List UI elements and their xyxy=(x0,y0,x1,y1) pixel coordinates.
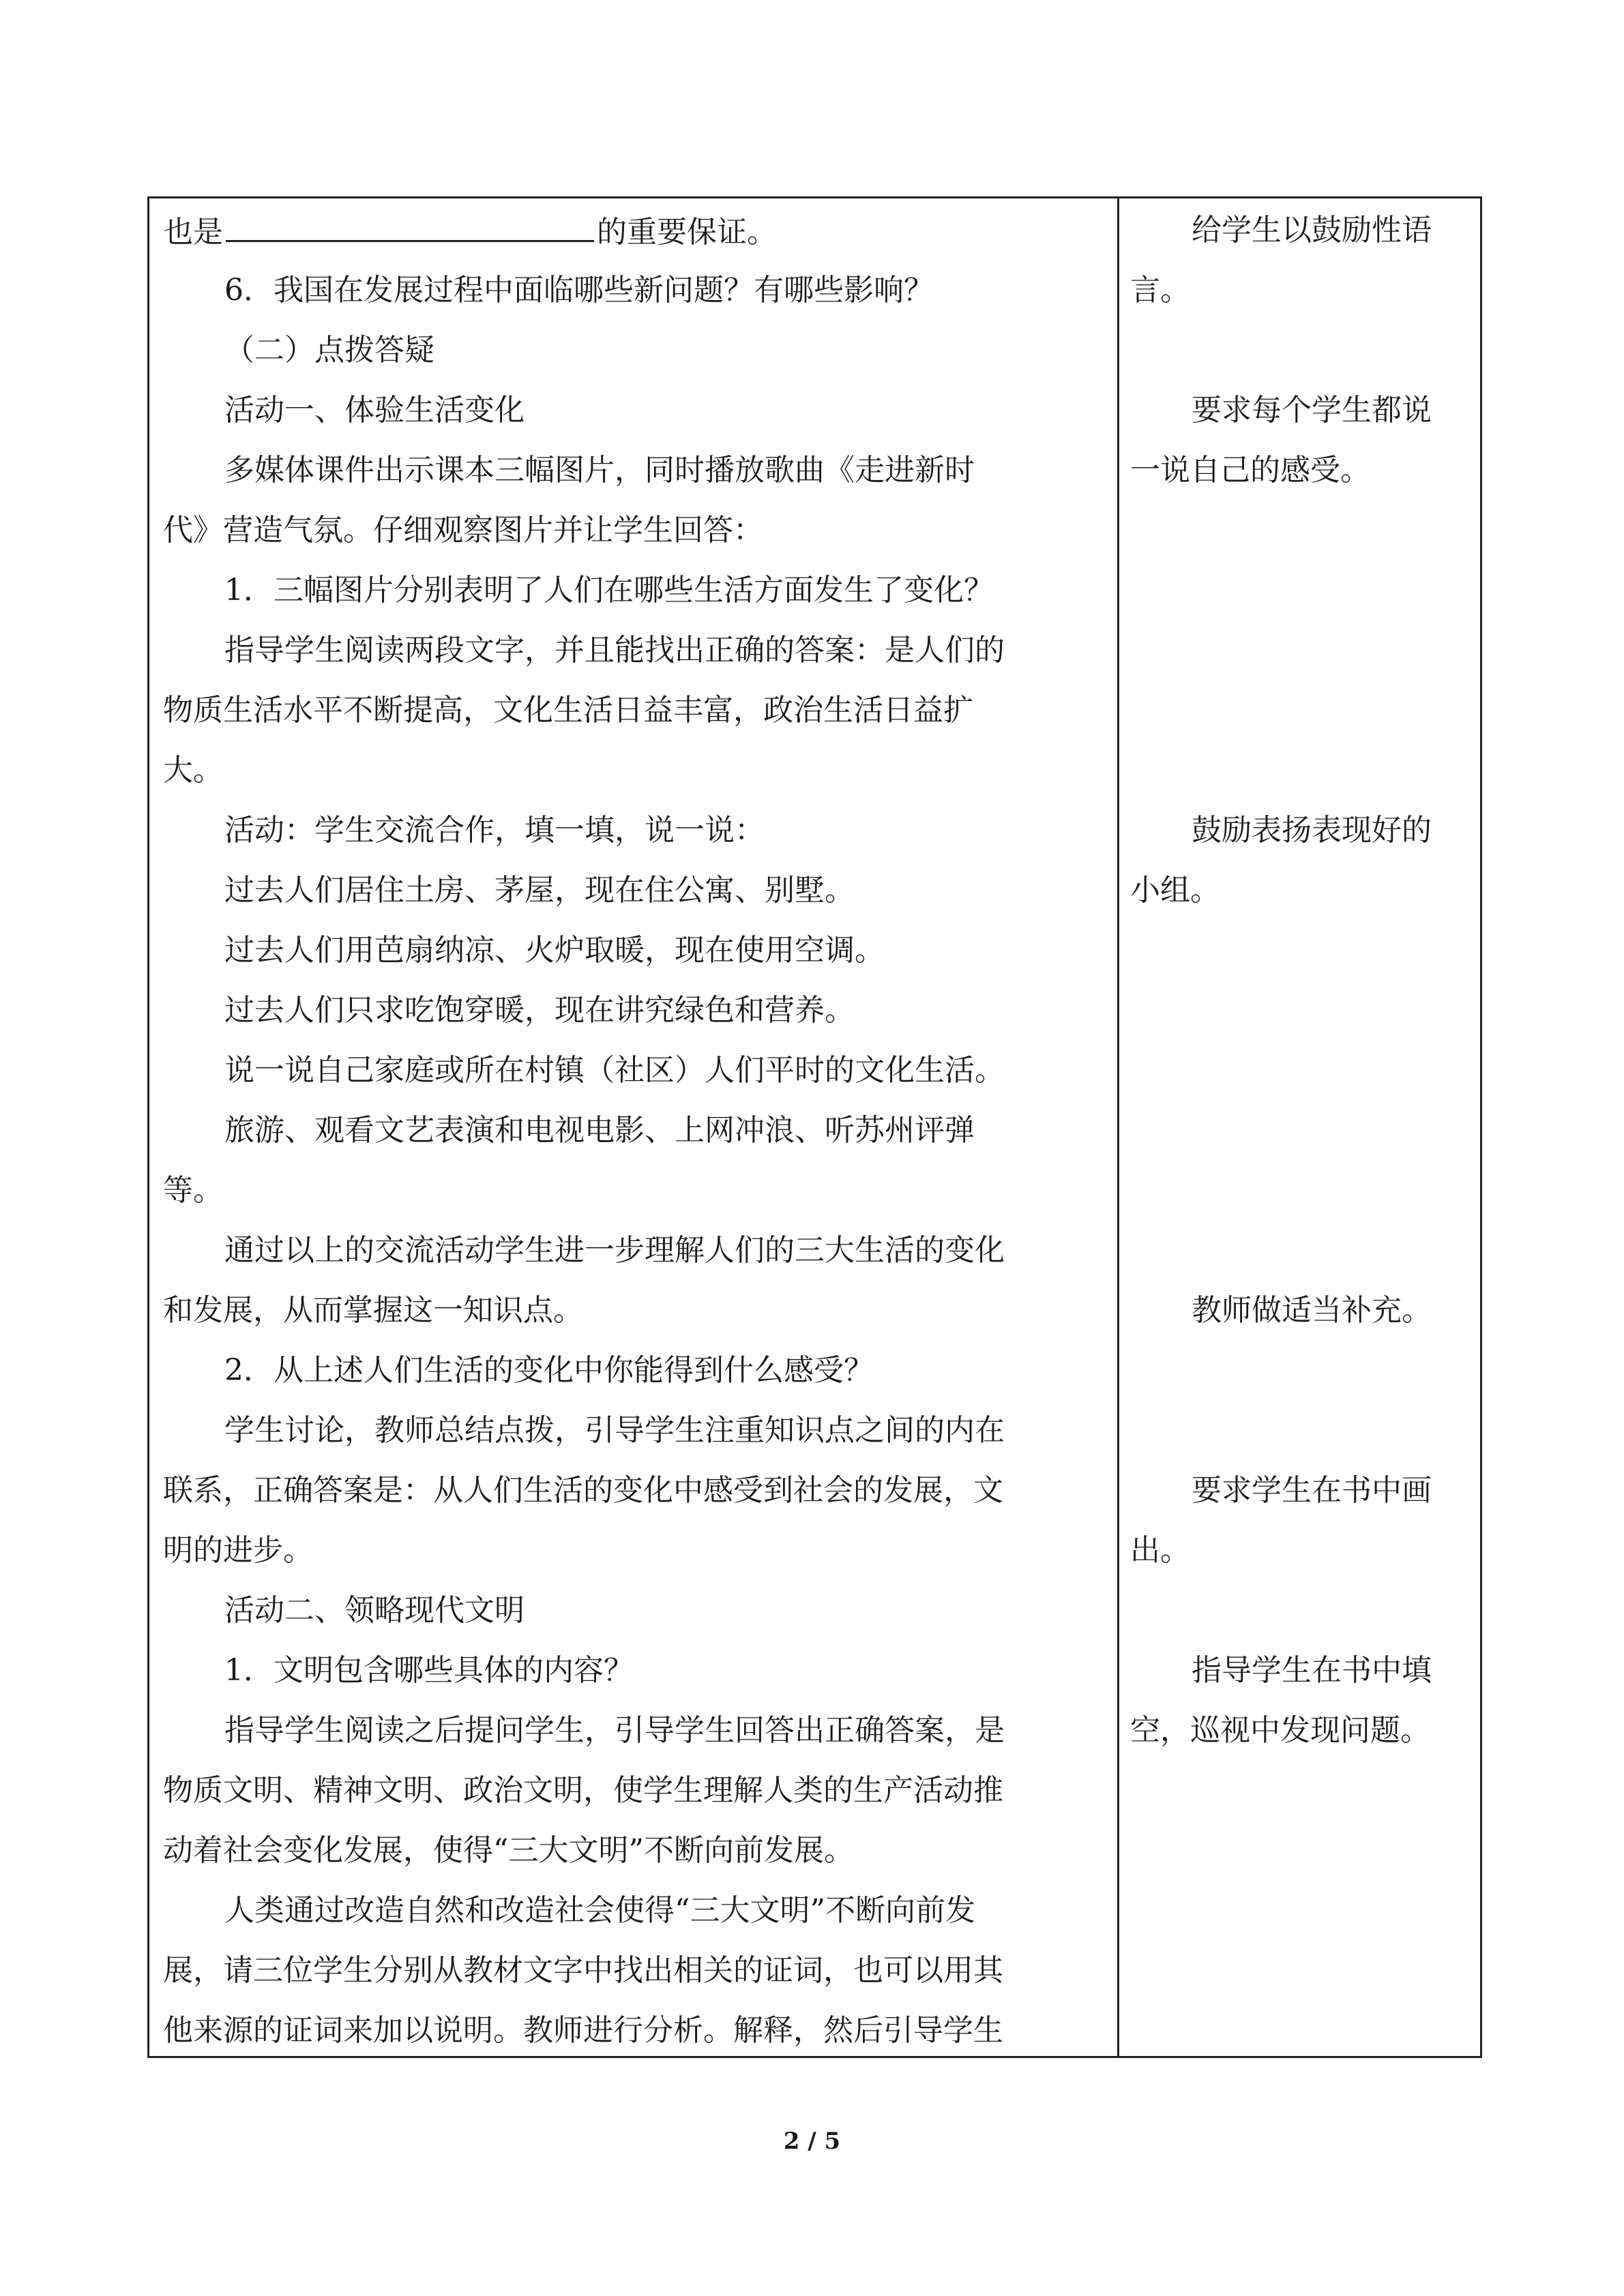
main-line: 指导学生阅读之后提问学生，引导学生回答出正确答案，是 xyxy=(224,1713,1005,1748)
question-line: 1．三幅图片分别表明了人们在哪些生活方面发生了变化？ xyxy=(224,573,994,608)
main-line: 人类通过改造自然和改造社会使得“三大文明”不断向前发 xyxy=(224,1893,975,1928)
note-line: 要求每个学生都说 xyxy=(1192,393,1432,428)
main-line: 通过以上的交流活动学生进一步理解人们的三大生活的变化 xyxy=(224,1233,1005,1268)
main-line: 多媒体课件出示课本三幅图片，同时播放歌曲《走进新时 xyxy=(224,453,975,488)
note-line: 要求学生在书中画 xyxy=(1192,1473,1432,1508)
main-line: 过去人们用芭扇纳凉、火炉取暖，现在使用空调。 xyxy=(224,933,885,968)
main-line: 物质生活水平不断提高，文化生活日益丰富，政治生活日益扩 xyxy=(163,693,973,728)
section-heading: （二）点拨答疑 xyxy=(224,333,434,368)
main-line-0 xyxy=(163,210,777,251)
main-line: 和发展，从而掌握这一知识点。 xyxy=(163,1293,583,1328)
main-line: 说一说自己家庭或所在村镇（社区）人们平时的文化生活。 xyxy=(224,1053,1005,1088)
main-line: 过去人们居住土房、茅屋，现在住公寓、别墅。 xyxy=(224,873,855,908)
main-line: 过去人们只求吃饱穿暖，现在讲究绿色和营养。 xyxy=(224,993,855,1028)
main-line-0-after: 的重要保证。 xyxy=(597,215,777,250)
main-content-column xyxy=(163,198,1104,2056)
main-line: 指导学生阅读两段文字，并且能找出正确的答案：是人们的 xyxy=(224,633,1005,668)
note-line: 言。 xyxy=(1130,273,1190,308)
main-line: 他来源的证词来加以说明。教师进行分析。解释，然后引导学生 xyxy=(163,2013,1003,2048)
main-line: 旅游、观看文艺表演和电视电影、上网冲浪、听苏州评弹 xyxy=(224,1113,975,1148)
note-line: 鼓励表扬表现好的 xyxy=(1192,813,1432,848)
note-line: 教师做适当补充。 xyxy=(1192,1293,1432,1328)
page-number: 2 / 5 xyxy=(783,2128,841,2155)
main-line: 大。 xyxy=(163,753,223,788)
note-line: 空，巡视中发现问题。 xyxy=(1130,1713,1430,1748)
note-line: 指导学生在书中填 xyxy=(1192,1653,1432,1688)
main-line: 展，请三位学生分别从教材文字中找出相关的证词，也可以用其 xyxy=(163,1953,1003,1988)
question-line: 2．从上述人们生活的变化中你能得到什么感受？ xyxy=(224,1353,874,1388)
note-line: 小组。 xyxy=(1130,873,1220,908)
note-line: 出。 xyxy=(1130,1533,1190,1568)
note-line: 给学生以鼓励性语 xyxy=(1192,213,1432,248)
main-line: 明的进步。 xyxy=(163,1533,313,1568)
lesson-plan-table xyxy=(147,196,1482,2058)
fill-in-blank xyxy=(226,210,594,242)
main-line: 6．我国在发展过程中面临哪些新问题？有哪些影响？ xyxy=(224,273,934,308)
main-line: 学生讨论，教师总结点拨，引导学生注重知识点之间的内在 xyxy=(224,1413,1005,1448)
main-line: 代》营造气氛。仔细观察图片并让学生回答： xyxy=(163,513,763,548)
column-divider xyxy=(1117,198,1119,2056)
activity-heading: 活动二、领略现代文明 xyxy=(224,1593,525,1628)
teacher-notes-column xyxy=(1130,198,1471,2056)
main-line: 动着社会变化发展，使得“三大文明”不断向前发展。 xyxy=(163,1833,854,1868)
main-line: 等。 xyxy=(163,1173,223,1208)
main-line-0-before: 也是 xyxy=(163,215,223,250)
main-line: 物质文明、精神文明、政治文明，使学生理解人类的生产活动推 xyxy=(163,1773,1003,1808)
note-line: 一说自己的感受。 xyxy=(1130,453,1370,488)
activity-heading: 活动一、体验生活变化 xyxy=(224,393,525,428)
activity-line: 活动：学生交流合作，填一填，说一说： xyxy=(224,813,765,848)
main-line: 联系，正确答案是：从人们生活的变化中感受到社会的发展，文 xyxy=(163,1473,1003,1508)
question-line: 1．文明包含哪些具体的内容？ xyxy=(224,1653,634,1688)
